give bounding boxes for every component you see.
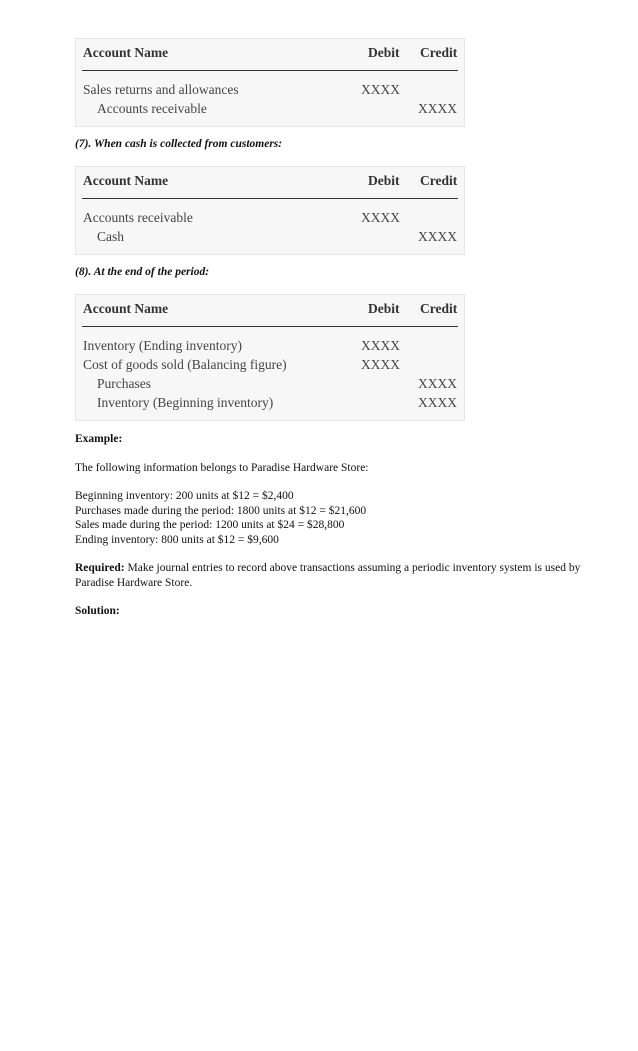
table-row	[76, 210, 464, 229]
account-name: Sales returns and allowances	[83, 82, 239, 97]
table-row	[76, 101, 464, 120]
header-debit: Debit	[368, 173, 400, 188]
table-row	[76, 338, 464, 357]
table-row	[76, 395, 464, 414]
account-name: Inventory (Beginning inventory)	[97, 395, 274, 410]
solution-heading: Solution:	[75, 605, 120, 617]
required-paragraph	[75, 561, 620, 590]
header-debit: Debit	[368, 301, 400, 316]
debit-value: XXXX	[361, 357, 400, 372]
header-credit: Credit	[420, 173, 458, 188]
credit-value: XXXX	[418, 229, 457, 244]
table-header	[76, 39, 464, 71]
credit-value: XXXX	[418, 376, 457, 391]
required-text: Make journal entries to record above transactions assuming a periodic inventory system is used by Paradise Hardware Store.	[75, 562, 581, 589]
required-label: Required:	[75, 562, 125, 574]
account-name: Accounts receivable	[97, 101, 207, 116]
fact-purchases: Purchases made during the period: 1800 units at $12 = $21,600	[75, 504, 367, 517]
caption-cash-collected: (7). When cash is collected from customers:	[75, 138, 283, 150]
example-heading: Example:	[75, 433, 123, 445]
header-account-name: Account Name	[83, 301, 169, 316]
account-name: Purchases	[97, 376, 151, 391]
header-debit: Debit	[368, 45, 400, 60]
account-name: Cash	[97, 229, 124, 244]
table-row	[76, 376, 464, 395]
account-name: Inventory (Ending inventory)	[83, 338, 242, 353]
debit-value: XXXX	[361, 82, 400, 97]
table-row	[76, 357, 464, 376]
journal-table-sales-returns	[75, 38, 465, 127]
debit-value: XXXX	[361, 210, 400, 225]
header-credit: Credit	[420, 301, 458, 316]
fact-sales: Sales made during the period: 1200 units at $24 = $28,800	[75, 519, 345, 531]
account-name: Accounts receivable	[83, 210, 193, 225]
table-row	[76, 229, 464, 248]
caption-end-of-period: (8). At the end of the period:	[75, 266, 210, 278]
debit-value: XXXX	[361, 338, 400, 353]
header-account-name: Account Name	[83, 173, 169, 188]
fact-beginning-inventory: Beginning inventory: 200 units at $12 = $2,400	[75, 490, 294, 502]
header-account-name: Account Name	[83, 45, 169, 60]
account-name: Cost of goods sold (Balancing figure)	[83, 357, 287, 372]
credit-value: XXXX	[418, 101, 457, 116]
table-header	[76, 167, 464, 199]
facts-list	[75, 489, 620, 547]
journal-table-end-of-period	[75, 294, 465, 421]
table-header	[76, 295, 464, 327]
journal-table-cash-collection	[75, 166, 465, 255]
intro-text: The following information belongs to Paradise Hardware Store:	[75, 462, 369, 474]
table-row	[76, 82, 464, 101]
header-credit: Credit	[420, 45, 458, 60]
fact-ending-inventory: Ending inventory: 800 units at $12 = $9,600	[75, 533, 279, 546]
credit-value: XXXX	[418, 395, 457, 410]
